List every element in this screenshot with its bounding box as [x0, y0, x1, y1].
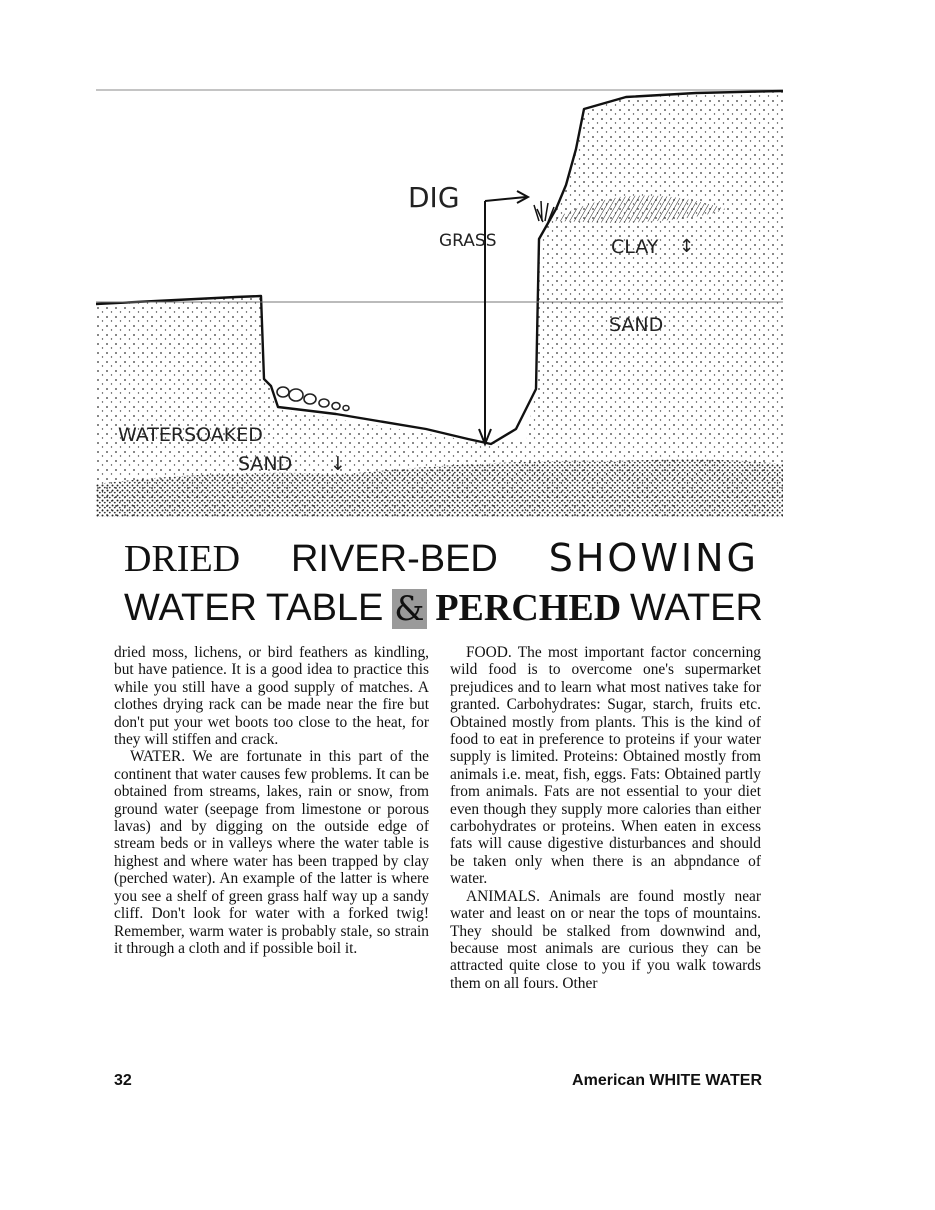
label-sand-bottom: SAND: [238, 453, 293, 475]
label-dig: DIG: [408, 181, 460, 214]
caption-line-2: [96, 586, 783, 638]
page-number: 32: [114, 1072, 132, 1089]
down-arrow-icon: ↓: [330, 453, 346, 475]
magazine-title: American WHITE WATER: [572, 1072, 762, 1089]
label-sand: SAND: [609, 314, 664, 336]
caption-word: PERCHED: [435, 587, 622, 629]
paragraph: WATER. We are fortunate in this part of the continent that water causes few problems. It can be obtained from streams, lakes, rain or snow, from ground water (seepage from limestone or porous lavas) and by digging on the outside edge of stream beds or in valleys where the water table is highest and where water has been trapped by clay (perched water). An example of the latter is where you see a shelf of green grass half way up a sandy cliff. Don't look for water with a forked twig! Remember, warm water is probably stale, so strain it through a cloth and if possible boil it.: [114, 748, 429, 957]
paragraph: ANIMALS. Animals are found mostly near water and least on or near the tops of mountains. They should be stalked from downwind and, because most animals are curious they can be attracted quite close to you if you walk towards them on all fours. Other: [450, 887, 761, 992]
paragraph: FOOD. The most important factor concerning wild food is to overcome one's supermarket prejudices and to learn what most natives take for granted. Carbohydrates: Sugar, starch, fruits etc. Obtained mostly from plants. This is the kind of food to eat in preference to proteins if your water supply is limited. Proteins: Obtained mostly from animals i.e. meat, fish, eggs. Fats: Obtained partly from animals. Fats are not essential to your diet even though they supply more calories than either carbohydrates or proteins. When eaten in excess fats will cause digestive disturbances and should be taken only when there is an abpndance of water.: [450, 644, 761, 888]
dig-arrow: [479, 191, 528, 444]
caption-word: WATER: [124, 587, 257, 629]
caption-line-1: [96, 536, 783, 584]
right-column: [450, 644, 761, 992]
caption-word: DRIED: [124, 538, 241, 580]
label-watersoaked: WATERSOAKED: [118, 424, 263, 446]
clay-arrow-icon: ↕: [679, 236, 695, 257]
caption-ampersand: &: [394, 589, 425, 629]
caption-word: SHOWING: [548, 536, 759, 580]
caption-word: RIVER-BED: [290, 538, 498, 580]
river-bed-illustration: [96, 89, 783, 517]
label-grass: GRASS: [439, 231, 497, 251]
cliff-sand: [456, 91, 783, 517]
paragraph: dried moss, lichens, or bird feathers as kindling, but have patience. It is a good idea to practice this while you still have a good supply of matches. A clothes drying rack can be made near the fire but don't put your wet boots too close to the heat, for they will stiffen and crack.: [114, 644, 429, 749]
label-clay: CLAY: [611, 236, 659, 258]
caption-word: WATER: [629, 587, 763, 629]
figure-caption: [96, 536, 783, 638]
caption-word: TABLE: [265, 587, 384, 629]
left-column: [114, 644, 429, 957]
